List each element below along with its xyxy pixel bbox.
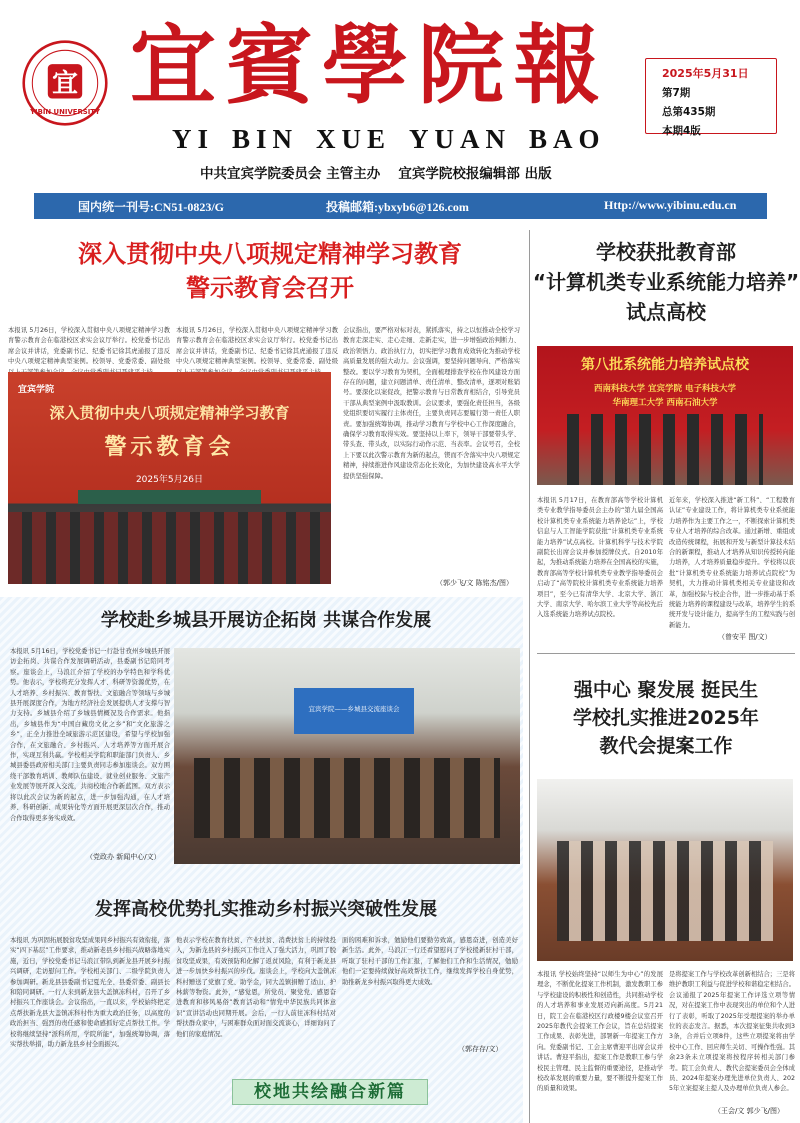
info-bar [34,193,767,219]
issue-total: 总第435期 [662,106,716,118]
column-divider [529,230,530,1123]
photo-logo-text: 宜宾学院 [18,385,55,395]
photo-date-text: 2025年5月26日 [135,475,204,485]
article4-photo [537,779,793,961]
photo2-sub-text: 西南科技大学 宜宾学院 电子科技大学 [594,384,736,394]
article1-headline: 深入贯彻中央八项规定精神学习教育 警示教育会召开 [78,240,462,302]
article2-headline: 学校获批教育部 “计算机类专业系统能力培养” 试点高校 [532,240,800,324]
photo3-screen-text: 宜宾学院——乡城县交流座谈会 [294,688,414,734]
article5-body-col1: 本报讯 为巩固拓展脱贫攻坚成果同乡村振兴有效衔接，落实“四下基层”工作要求，推动新老县乡村振兴战略落地实施，近日，学校党委书记马浪江带队到新龙县开展乡村振兴调研，走访慰问工作。学校相关部门、二级学院负责人参加调研。新龙县县委副书记夏光全、县委常委、副县长和陪同调研。一行人来到新龙县大盖镇冻科村，召开了乡村振兴工作座谈会。会议指出，一直以来，学校始终把定点帮扶新龙县大盖镇冻科村作为重大政治任务，以高度的政治担当、强烈的责任感和使命感抓好定点帮扶工作。学校将继续坚持“派科所用，学院所能”，加强统筹协调，落实帮扶举措，助力新龙县乡村全面振兴。 [10,937,170,1049]
article5-body-col2: 他表示学校在教育扶贫、产业扶贫、消费扶贫上的持续投入，为新龙县的乡村振兴工作注入了强大活力，巩固了脱贫攻坚成果，有效预防和化解了返贫风险，有利于新龙县进一步加快乡村振兴的步伐。座谈会上，学校向大盖镇冻科村赠送了党旗了党、助学金，同大盖镇捐赠了适山、护林薪等物资。此外，“感觉恩，所党员、聚党党、感恩奋进教育和移风易俗”教育活动和“情党中华民族共同体意识”宣讲活动也同期开展。会后，一行人前往冻科村结对帮扶群众家中，与困难群众面对面交流谈心，详细询问了他们的家庭情况。 [176,937,336,1038]
newspaper-title: 宜賓學院報 [130,15,610,116]
photo2-sub2-text: 华南理工大学 西南石油大学 [612,398,718,408]
article1-body-col1: 本报讯 5月26日，学校深入贯彻中央八项规定精神学习教育警示教育会在临港校区求实会议厅举行。校党委书记出席会议并讲话，党委副书记、纪委书记徐其虎通报了违反中央八项规定精神典型案例。校领导、党委常委、副处级 [8,327,170,366]
article4-headline: 强中心 聚发展 挺民生 学校扎实推进2025年 教代会提案工作 [573,679,759,757]
people-group [567,414,763,485]
article1-body-col1b: 本报讯 5月26日，学校深入贯彻中央八项规定精神学习教育警示教育会在临港校区求实会议厅举行。校党委书记出席会议并讲话，党委副书记、纪委书记徐其虎通报了违反中央八项规定精神典型案例。校领导、党委常委、副处级 [176,327,338,366]
article4-byline: （王会/文 郭少飞/图） [714,1107,784,1115]
conference-table [557,841,773,941]
article4-body-col1: 本报讯 学校始终坚持“以师生为中心”的发展理念，不断优化提案工作机制，激发教职工参与学校建设的积极性和创造性，共同推动学校的人才培养和事业发展迈向新高度。5月21日，院工会在临港校区行政楼9楼会议室召开2025年教代会提案工作会议，旨在总结提案工作成果、表彰先进，部署新一年提案工作方向。党委副书记、工会主席曹迎平出席会议并讲话。曹迎平指出，提案工作是教职工参与学校民主管理、民主监督的重要途径，是推动学校改革发展的重要力量，要不断提升提案工作的质量和效果。 [537,971,663,1093]
article3-byline: （党政办 新闻中心/文） [86,853,161,861]
article2-body-col1: 本报讯 5月17日，在教育部高等学校计算机类专业教学指导委员会主办的“第九届全国高校计算机类专业系统能力培养论坛”上，学校信息与人工智能学院获批“计算机类专业系统能力培养”试点高校。计算机科学与技术学院副院长出席会议并参加授牌仪式。自2010年起，为推动系统能力培养在全国高校的实施，教育部高等学校计算机类专业教学指导委员会启动了“高等院校计算机类专业系统能力培养项目”，至今已有清华大学、北京大学、浙江大学、南京大学、哈尔滨工业大学等高校先后入选系统能力培养试点院校。 [537,497,663,619]
svg-text:宜: 宜 [52,68,78,99]
issue-pages: 本期4版 [662,125,701,137]
article5-byline: （郭存存/文） [458,1045,503,1053]
publication-number: 国内统一刊号:CN51-0823/G [78,200,224,214]
issue-number: 第7期 [662,87,691,99]
photo-banner-text: 深入贯彻中央八项规定精神学习教育 [49,404,290,422]
meeting-tables [194,758,500,838]
photo-sub-text: 警示教育会 [104,435,235,460]
article3-photo [174,648,520,864]
issue-date: 2025年5月31日 [662,67,749,80]
website-link[interactable]: Http://www.yibinu.edu.cn [604,198,737,212]
article1-byline: （郭少飞/文 陈铭杰/图） [436,579,513,587]
audience-seats [8,512,331,584]
article1-photo [8,372,331,584]
article2-byline: （曾安平 图/文） [718,633,772,641]
svg-text:YIBIN UNIVERSITY: YIBIN UNIVERSITY [30,107,100,116]
article2-body-col2: 近年来，学校深入推进“新工科”、“工程教育认证”专业建设工作，将计算机类专业系统能力培养作为主要工作之一，不断探索计算机类专业人才培养的综合改革。通过新增、重组或改造传统课程，拓展和开发与新型计算技术结合的新课程，推动人才培养从知识传授转向能力培养，人才培养质量稳步提升。学校将以获批“计算机类专业系统能力培养试点院校”为契机，大力推动计算机类相关专业建设和改革，加强校际与校企合作，进一步推动基于系统能力培养的课程建设与改革，培养学生的系统开发与设计能力，提高学生的工程实践与创新能力。 [669,497,795,629]
right-divider [537,653,795,654]
masthead [0,0,800,192]
issue-info-box [645,58,777,137]
article1-body-col2: 会议指出，要严格对标对表，紧抓落实，持之以恒推动全校学习教育走深走实、走心走细、走新走实，进一步增强政治判断力、政治领悟力、政治执行力，切实把学习教育成效转化为推动学校高质量发展的强大动力。会议强调，要坚持问题导向、严格落实整改。要以学习教育为契机，全面梳理排查学校在作风建设方面存在的问题，建立问题清单、责任清单、整改清单，逐项对账销号。要深化以案促改，把警示教育与日常教育相结合，引导党员干部从典型案例中汲取教训。会议要求，要强化责任担当，各级党组织要切实履行主体责任，主要负责同志要履行第一责任人职责。要加强统筹协调，推动学习教育与学校中心工作深度融合，确保学习教育取得实效。要坚持以上率下，领导干部要带头学、带头查、带头改，以实际行动作示范、当表率。会议号召，全校上下要以此次警示教育为新的起点，锲而不舍落实中央八项规定精神，持续推进作风建设常态化长效化，为加快建设高水平大学提供坚强保障。 [343,327,520,480]
article3-headline: 学校赴乡城县开展访企拓岗 共谋合作发展 [100,610,432,631]
article2-photo [537,346,793,485]
section-banner: 校地共绘融合新篇 [232,1079,428,1105]
photo2-banner-text: 第八批系统能力培养试点校 [581,357,749,373]
university-seal-icon [22,40,108,126]
article3-body: 本报讯 5月16日，学校党委书记一行赴甘孜州乡城县开展访企拓岗、共谋合作发展调研活动，县委副书记陪同考察。座谈会上，马浪江介绍了学校的办学特色和学科优势。他表示，学校将充分发挥人才、科研等资源优势，在人才培养、乡村振兴、教育帮扶、文旅融合等领域与乡城县开展深度合作，为地方经济社会发展提供人才支撑与智力支持。乡城县介绍了乡城县情概况及合作需求。他指出，乡城县作为“中国白藏房文化之乡”和“文化旅游之乡”，正全力推进全域旅游示范区建设，希望与学校加强合作，在文旅融合、乡村振兴、人才培养等方面开展合作，实现互利共赢。学校相关学院和职能部门负责人、乡城县委县政府相关部门主要负责同志参加座谈会。双方围绕干部教育培训、教师队伍建设、就业创业服务、文旅产业发展等展开深入交流，共商校地合作新蓝图。双方表示将以此次会议为新的起点，进一步加强沟通，在人才培养、科研创新、成果转化等方面开展更深层次合作，推动合作取得更多务实成效。 [10,648,170,822]
article5-headline: 发挥高校优势扎实推动乡村振兴突破性发展 [95,899,437,920]
title-pinyin: YI BIN XUE YUAN BAO [172,124,606,154]
sponsor-line: 中共宜宾学院委员会 主管主办 宜宾学院校报编辑部 出版 [200,166,552,182]
article4-body-col2: 是将提案工作与学校改革创新相结合；三是将维护教职工利益与促进学校和谐稳定相结合。会议通报了2025年提案工作评选立项等情况，对在提案工作中表现突出的单位和个人进行了表彰，听取了2025年受理提案的举办单位的表态发言。据悉，本次提案征集共收到33条，合并后立项8件，这些立项提案将由学校中心工作、回应师生关切、可操作性强。其余23条未立项提案将按程序转相关部门参考。院工会负责人、教代会提案委员会全体成员、2024年提案办理先进单位负责人、2025年立案提案主提人及办理单位负责人参会。 [669,971,795,1093]
podium-table [78,490,261,504]
article5-body-col3: 面的困难和诉求，勉励他们要勤劳致富，感恩奋进，创造美好新生活。此外，马浪江一行还看望慰问了学校援新驻村干部，听取了驻村干部的工作汇报，了解他们工作和生活情况，勉励他们一定要持续做好高效帮扶工作，继续发挥学校自身优势，助推新龙乡村振兴取得更大成效。 [342,937,518,986]
submission-email[interactable]: 投稿邮箱:ybxyb6@126.com [326,200,469,214]
